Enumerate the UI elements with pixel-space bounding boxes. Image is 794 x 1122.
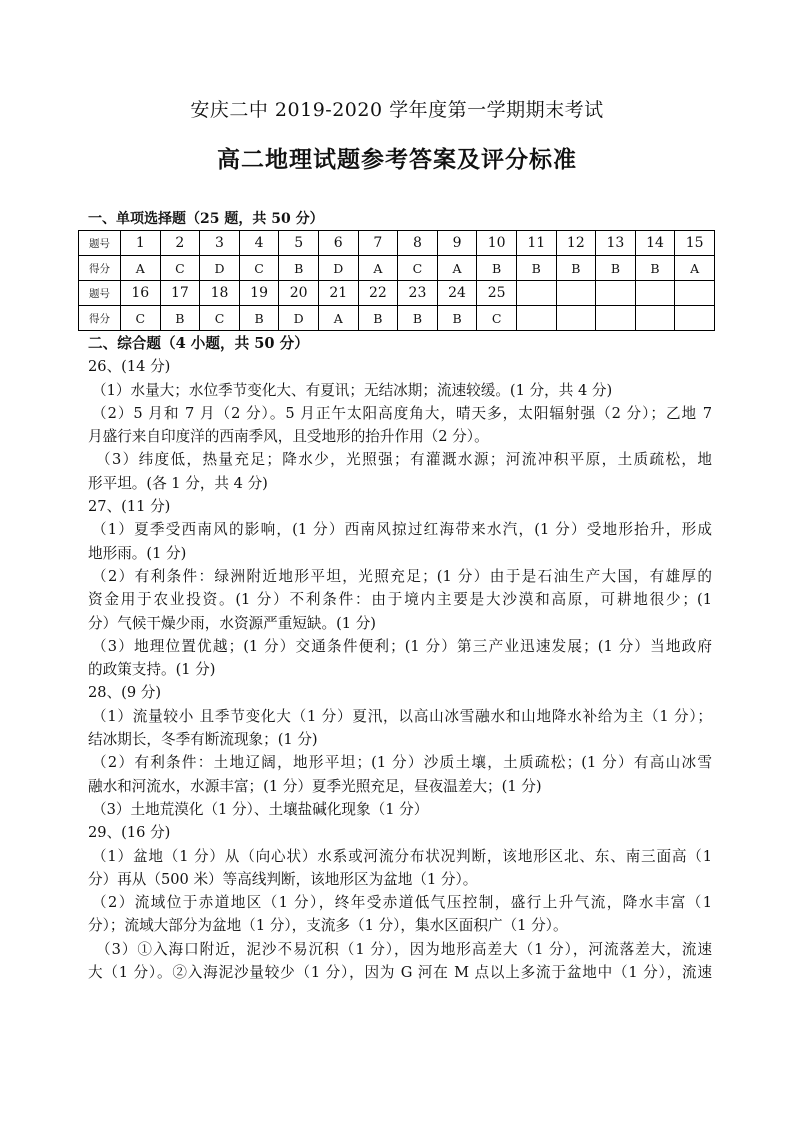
question-number: 12 [556, 231, 596, 256]
question-number: 7 [358, 231, 398, 256]
question-number: 19 [239, 281, 279, 306]
answer-letter: C [398, 256, 438, 281]
exam-title: 安庆二中 2019-2020 学年度第一学期期末考试 [190, 99, 604, 121]
answer-letter: A [358, 256, 398, 281]
row-label: 得分 [79, 256, 121, 281]
question-number: 22 [358, 281, 398, 306]
answer-text-line: 结冰期长，冬季有断流现象；(1 分) [88, 731, 318, 749]
question-number: 25 [477, 281, 517, 306]
question-number [635, 281, 675, 306]
answer-text-line: 分）气候干燥少雨，水资源严重短缺。(1 分) [88, 614, 377, 632]
answer-text-line: 月盛行来自印度洋的西南季风，且受地形的抬升作用（2 分）。 [88, 428, 489, 446]
question-number: 9 [437, 231, 477, 256]
answer-letter: C [477, 306, 517, 331]
answer-letter: C [121, 306, 161, 331]
answer-text-line: （2）有利条件：土地辽阔，地形平坦；(1 分）沙质土壤，土质疏松；(1 分）有高山冰雪 [92, 754, 712, 772]
question-number: 6 [318, 231, 358, 256]
question-number: 17 [160, 281, 200, 306]
question-heading: 26、(14 分) [88, 358, 171, 376]
answer-letter: A [437, 256, 477, 281]
answer-text-line: 资金用于农业投资。(1 分）不利条件：由于境内主要是大沙漠和高原，可耕地很少；(1 [88, 591, 712, 609]
question-row [79, 281, 715, 306]
section1-heading: 一、单项选择题（25 题，共 50 分） [88, 211, 324, 227]
question-number: 15 [675, 231, 715, 256]
question-row [79, 231, 715, 256]
answer-letter: B [160, 306, 200, 331]
answer-letter: D [279, 306, 319, 331]
question-number: 13 [596, 231, 636, 256]
answer-letter: C [160, 256, 200, 281]
question-number: 4 [239, 231, 279, 256]
answer-letter: B [358, 306, 398, 331]
question-number: 1 [121, 231, 161, 256]
answer-letter: B [437, 306, 477, 331]
answer-text-line: （1）夏季受西南风的影响，(1 分）西南风掠过红海带来水汽，(1 分）受地形抬升，形成 [92, 521, 712, 539]
answer-text-line: （3）纬度低，热量充足；降水少，光照强；有灌溉水源；河流冲积平原，土质疏松，地 [96, 451, 712, 469]
answer-key-title: 高二地理试题参考答案及评分标准 [217, 146, 577, 173]
answer-letter: A [121, 256, 161, 281]
answer-text-line: （2）5 月和 7 月（2 分）。5 月正午太阳高度角大，晴天多，太阳辐射强（2 分）；乙地 7 [92, 404, 712, 422]
question-number: 2 [160, 231, 200, 256]
answer-text-line: （1）水量大；水位季节变化大、有夏讯；无结冰期；流速较缓。(1 分，共 4 分) [92, 381, 613, 399]
question-number [596, 281, 636, 306]
answer-letter [556, 306, 596, 331]
answer-text-line: （3）①入海口附近，泥沙不易沉积（1 分），因为地形高差大（1 分），河流落差大，流速 [96, 940, 712, 958]
answer-letter: B [516, 256, 556, 281]
answer-row [79, 256, 715, 281]
answer-letter: A [675, 256, 715, 281]
answer-text-line: 分）再从（500 米）等高线判断，该地形区为盆地（1 分）。 [88, 870, 478, 888]
answer-letter: A [318, 306, 358, 331]
answer-letter: B [398, 306, 438, 331]
question-number: 3 [200, 231, 240, 256]
answer-letter: C [200, 306, 240, 331]
question-number: 14 [635, 231, 675, 256]
question-number: 23 [398, 281, 438, 306]
answer-text-line: （2）流域位于赤道地区（1 分），终年受赤道低气压控制，盛行上升气流，降水丰富（1 [92, 894, 712, 912]
answer-text-line: 形平坦。(各 1 分，共 4 分) [88, 474, 268, 492]
answer-text-line: （3）地理位置优越；(1 分）交通条件便利；(1 分）第三产业迅速发展；(1 分）当地政府 [92, 637, 712, 655]
question-heading: 27、(11 分) [88, 498, 171, 516]
answer-text-line: （1）盆地（1 分）从（向心状）水系或河流分布状况判断，该地形区北、东、南三面高（1 [92, 847, 712, 865]
answer-text-line: （2）有利条件：绿洲附近地形平坦，光照充足；(1 分）由于是石油生产大国，有雄厚的 [92, 567, 712, 585]
row-label: 题号 [79, 281, 121, 306]
question-number [675, 281, 715, 306]
answer-letter: B [635, 256, 675, 281]
question-number: 8 [398, 231, 438, 256]
question-number: 10 [477, 231, 517, 256]
row-label: 题号 [79, 231, 121, 256]
answer-letter: B [279, 256, 319, 281]
answer-letter: B [477, 256, 517, 281]
answer-table [78, 230, 715, 331]
answer-letter: B [239, 306, 279, 331]
answer-letter: C [239, 256, 279, 281]
answer-letter: B [596, 256, 636, 281]
answer-letter [516, 306, 556, 331]
question-heading: 28、(9 分) [88, 684, 162, 702]
answer-text-line: 分）；流域大部分为盆地（1 分），支流多（1 分），集水区面积广（1 分）。 [88, 917, 568, 935]
answer-letter: D [200, 256, 240, 281]
question-number [556, 281, 596, 306]
question-number: 11 [516, 231, 556, 256]
answer-row [79, 306, 715, 331]
section2 [88, 332, 712, 984]
question-number: 24 [437, 281, 477, 306]
question-number: 16 [121, 281, 161, 306]
question-number [516, 281, 556, 306]
answer-text-line: 地形雨。(1 分) [88, 544, 187, 562]
answer-letter [596, 306, 636, 331]
question-number: 20 [279, 281, 319, 306]
answer-letter [635, 306, 675, 331]
row-label: 得分 [79, 306, 121, 331]
section2-heading: 二、综合题（4 小题，共 50 分） [88, 335, 309, 352]
answer-text-line: 融水和河流水，水源丰富；(1 分）夏季光照充足，昼夜温差大；(1 分) [88, 777, 542, 795]
question-heading: 29、(16 分) [88, 824, 171, 842]
question-number: 5 [279, 231, 319, 256]
answer-text-line: （3）土地荒漠化（1 分）、土壤盐碱化现象（1 分） [92, 800, 429, 818]
answer-text-line: （1）流量较小 且季节变化大（1 分）夏汛，以高山冰雪融水和山地降水补给为主（1 分）； [92, 707, 712, 725]
answer-letter: B [556, 256, 596, 281]
answer-text-line: 的政策支持。(1 分) [88, 661, 216, 679]
question-number: 18 [200, 281, 240, 306]
answer-letter [675, 306, 715, 331]
question-number: 21 [318, 281, 358, 306]
answer-text-line: 大（1 分）。②入海泥沙量较少（1 分），因为 G 河在 M 点以上多流于盆地中（1 分），流速 [88, 964, 712, 982]
answer-letter: D [318, 256, 358, 281]
